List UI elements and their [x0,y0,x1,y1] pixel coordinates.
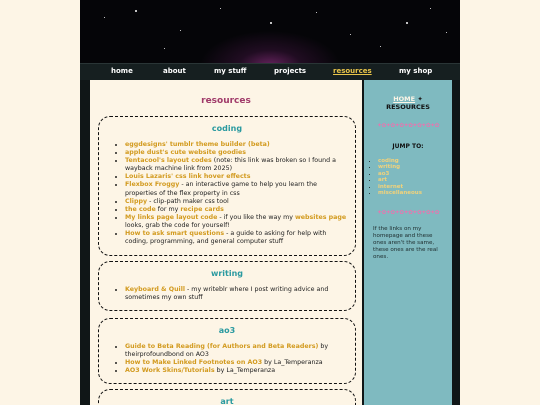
link-tentacool[interactable]: Tentacool's layout codes [125,157,212,165]
list-item [125,230,347,246]
star-decoration [446,32,447,33]
writing-list [125,286,347,302]
list-item [125,149,347,157]
item-description: by La_Temperanza [262,359,323,367]
item-description: (note: this link was broken so I found a wayback machine link from 2025) [125,157,336,173]
section-title-writing: writing [210,269,244,278]
link-beta-reading-guide[interactable]: Guide to Beta Reading (for Authors and Beta Readers) [125,343,319,350]
nav-my-shop[interactable]: my shop [399,67,433,75]
link-louis-lazaris[interactable]: Louis Lazaris' css link hover effects [125,173,251,181]
star-decoration [380,46,381,47]
item-description: by La_Temperanza [214,367,276,375]
star-decoration [316,12,317,13]
jump-link-miscellaneous[interactable]: miscellaneous [378,190,422,197]
list-item [125,157,347,173]
coding-list [125,141,347,246]
link-websites-page[interactable]: websites page [294,213,347,221]
art-section [98,389,356,405]
nav-home[interactable]: home [111,67,133,75]
nav-about[interactable]: about [163,67,186,75]
list-item [125,181,347,197]
star-decoration [164,48,165,49]
star-decoration [270,22,272,24]
link-recipe-cards[interactable]: recipe cards [180,205,224,213]
list-item [125,359,347,367]
star-decoration [350,34,351,35]
sidebar [364,80,452,405]
sidebar-current-page: RESOURCES [386,103,430,111]
jump-link-coding[interactable]: coding [378,158,399,164]
list-item [125,343,347,359]
link-keyboard-quill[interactable]: Keyboard & Quill [125,286,186,293]
list-item [125,367,347,375]
star-decoration [430,8,431,9]
item-description: - an interactive game to help you learn the properties of the flex property in css [125,181,317,197]
link-flexbox-froggy[interactable]: Flexbox Froggy [125,181,180,189]
writing-section [98,261,356,311]
ao3-list [125,343,347,375]
page-title: resources [201,96,251,106]
item-description: - if you like the way my [217,213,295,221]
list-item [378,190,422,196]
jump-to-list [378,158,422,196]
star-decoration [406,22,408,24]
item-description: by theirprofoundbond on AO3 [125,343,329,359]
link-the-code[interactable]: the code [125,205,156,213]
link-linked-footnotes[interactable]: How to Make Linked Footnotes on AO3 [125,359,263,367]
link-smart-questions[interactable]: How to ask smart questions [125,230,225,238]
ao3-section [98,318,356,384]
list-item [125,286,347,302]
jump-link-ao3[interactable]: ao3 [378,170,390,177]
star-decoration [104,17,105,18]
nav-projects[interactable]: projects [274,67,307,75]
nav-my-stuff[interactable]: my stuff [214,67,247,75]
link-work-skins[interactable]: AO3 Work Skins/Tutorials [125,367,215,375]
divider-decoration: ✦✿✦✿✦✿✦✿✦✿✦✿✦✿ [377,122,439,129]
item-description: - a guide to asking for help with coding, programming, and general computer stuff [125,230,327,246]
sidebar-home-link[interactable]: HOME [393,95,416,103]
star-decoration [180,30,181,31]
item-description: - clip-path maker css tool [147,197,229,205]
star-decoration [135,10,137,12]
jump-link-art[interactable]: art [378,177,388,184]
jump-to-title: JUMP TO: [392,143,424,150]
sidebar-breadcrumb [364,95,452,103]
divider-decoration: ✦✿✦✿✦✿✦✿✦✿✦✿✦✿ [377,209,439,216]
link-links-page-code[interactable]: My links page layout code [125,213,218,221]
jump-link-internet[interactable]: internet [378,183,404,190]
section-title-coding: coding [211,124,243,133]
list-item [125,206,347,214]
link-eggdesigns[interactable]: eggdesigns' tumblr theme builder (beta) [125,141,270,148]
nav-resources[interactable]: resources [333,67,372,75]
sparkle-icon: ✦ [417,95,423,103]
item-description: looks, grab the code for yourself! [125,221,230,229]
list-item [125,214,347,230]
list-item [125,141,347,149]
list-item [125,173,347,181]
item-description: for my [155,205,181,213]
list-item [125,198,347,206]
main-nav [80,63,460,80]
section-title-ao3: ao3 [218,326,236,335]
sidebar-note: If the links on my homepage and these ones aren't the same, these ones are the real ones. [373,226,438,260]
link-apple-dust[interactable]: apple dust's cute website goodies [125,149,247,157]
star-decoration [220,8,221,9]
jump-link-writing[interactable]: writing [378,164,401,171]
section-title-art: art [220,397,234,405]
item-description: - my writeblr where I post writing advice and sometimes my own stuff [125,286,329,302]
header-banner [80,0,460,63]
coding-section [98,116,356,256]
main-content [90,80,362,405]
link-clippy[interactable]: Clippy [125,197,148,205]
